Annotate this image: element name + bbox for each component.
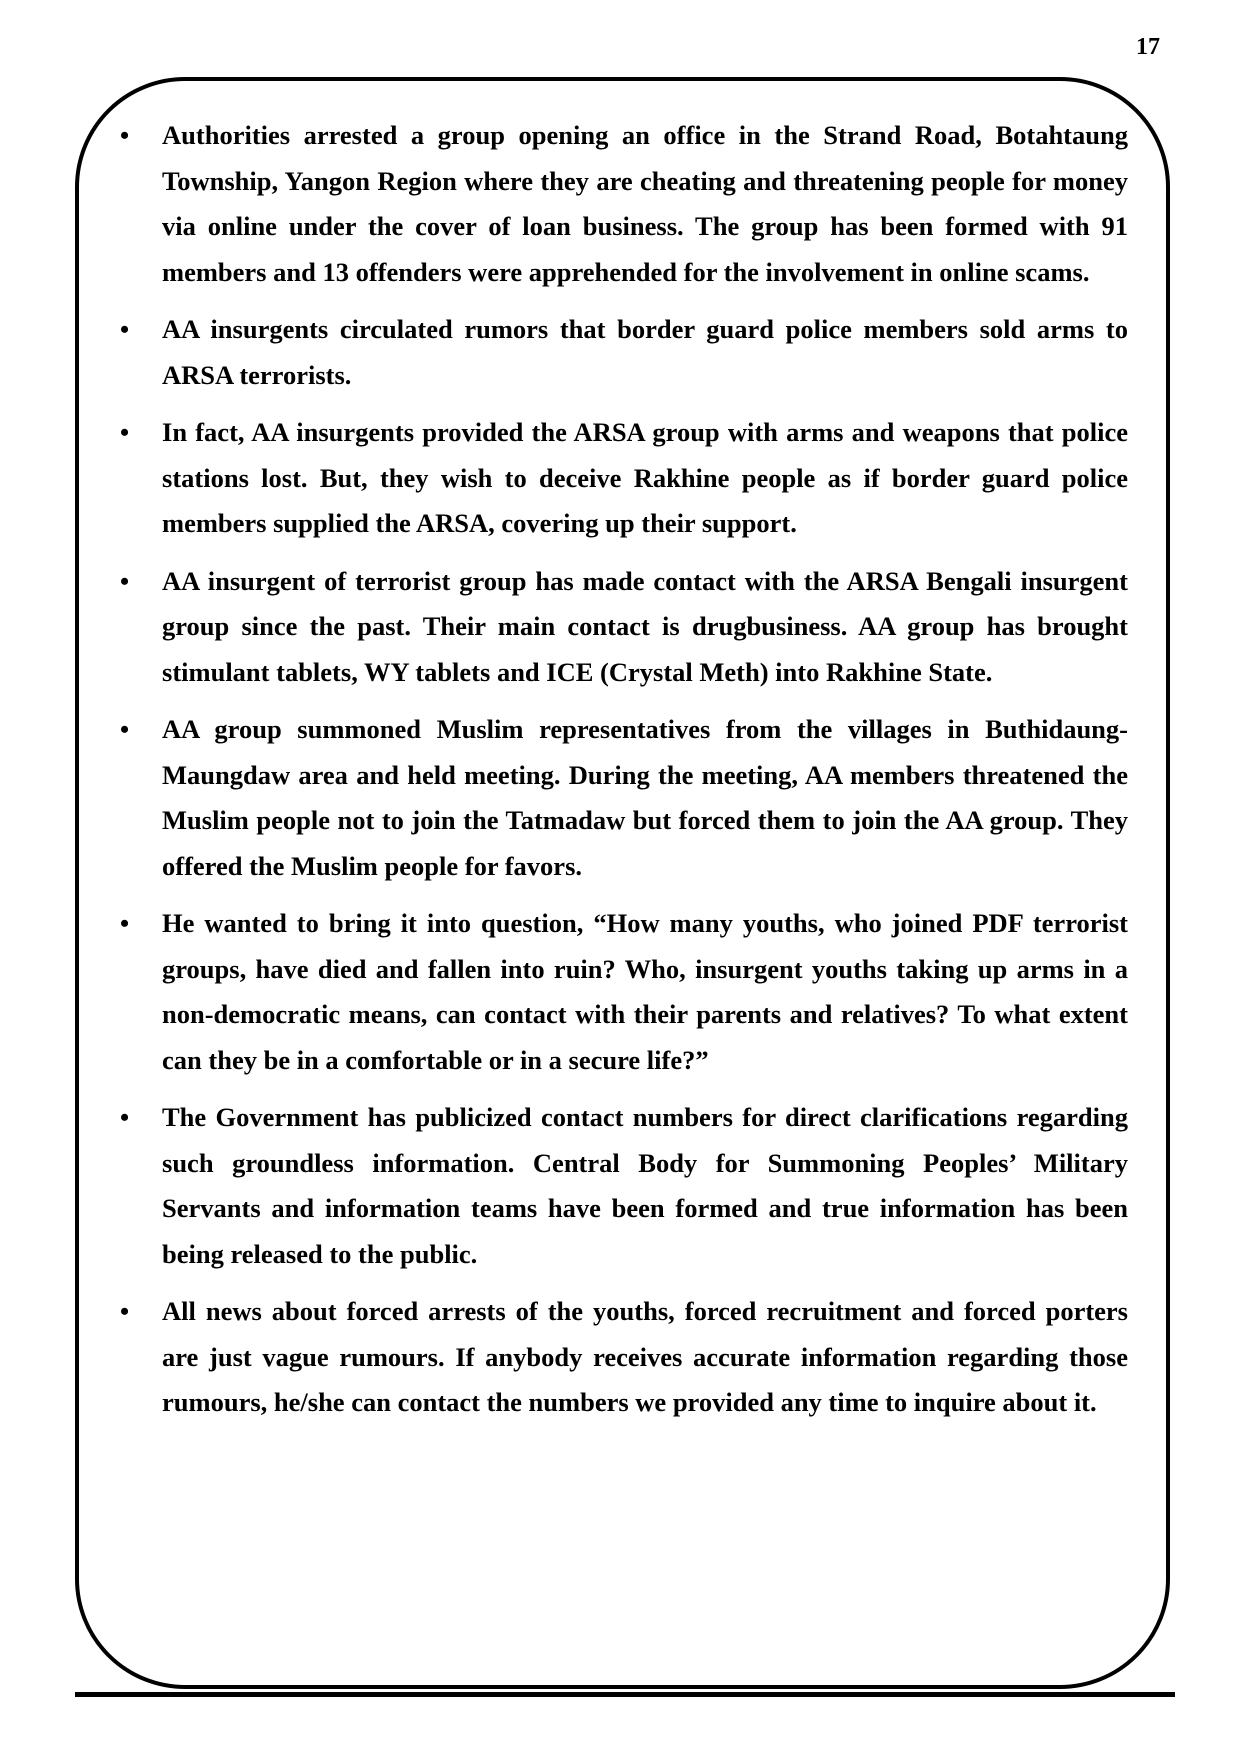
bullet-icon: •: [120, 121, 130, 150]
bullet-icon: •: [120, 909, 130, 938]
bottom-divider: [75, 1692, 1175, 1697]
bullet-list: [120, 113, 1128, 1438]
bullet-item-1: [120, 113, 1128, 295]
bullet-text: AA insurgent of terrorist group has made contact with the ARSA Bengali insurgent group since the past. Their main contact is drugbusiness. AA group has brought stimulant tablets, WY tablets and ICE (Crystal Meth) into Rakhine State.: [162, 565, 1128, 687]
bullet-item-4: [120, 559, 1128, 696]
page-number: 17: [1136, 34, 1160, 60]
bullet-icon: •: [120, 566, 130, 596]
bullet-icon: •: [120, 315, 130, 344]
bullet-text: In fact, AA insurgents provided the ARSA group with arms and weapons that police stations lost. But, they wish to deceive Rakhine people as if border guard police members supplied the ARSA, covering up their support.: [162, 417, 1128, 538]
bullet-text: The Government has publicized contact numbers for direct clarifications regarding such groundless information. Central Body for Summoning Peoples’ Military Servants and information teams have been formed and true information has been being released to the public.: [162, 1102, 1128, 1269]
bullet-item-8: [120, 1289, 1128, 1426]
bullet-item-6: [120, 901, 1128, 1083]
bullet-text: All news about forced arrests of the youths, forced recruitment and forced porters are just vague rumours. If anybody receives accurate information regarding those rumours, he/she can contact the numbers we provided any time to inquire about it.: [162, 1296, 1128, 1417]
bullet-item-5: [120, 707, 1128, 889]
bullet-item-2: [120, 307, 1128, 398]
bullet-text: He wanted to bring it into question, “How many youths, who joined PDF terrorist groups, have died and fallen into ruin? Who, insurgent youths taking up arms in a non-democratic means, can contact with their parents and relatives? To what extent can they be in a comfortable or in a secure life?”: [162, 908, 1128, 1075]
bullet-icon: •: [120, 1103, 130, 1132]
bullet-text: AA insurgents circulated rumors that border guard police members sold arms to ARSA terrorists.: [162, 314, 1128, 390]
bullet-text: AA group summoned Muslim representatives from the villages in Buthidaung-Maungdaw area and held meeting. During the meeting, AA members threatened the Muslim people not to join the Tatmadaw but forced them to join the AA group. They offered the Muslim people for favors.: [162, 714, 1128, 881]
bullet-icon: •: [120, 1297, 130, 1326]
bullet-item-7: [120, 1095, 1128, 1277]
bullet-icon: •: [120, 715, 130, 744]
bullet-item-3: [120, 410, 1128, 547]
bullet-text: Authorities arrested a group opening an office in the Strand Road, Botahtaung Township, Yangon Region where they are cheating and threatening people for money via online under the cover of loan business. The group has been formed with 91 members and 13 offenders were apprehended for the involvement in online scams.: [162, 120, 1128, 287]
bullet-icon: •: [120, 418, 130, 447]
